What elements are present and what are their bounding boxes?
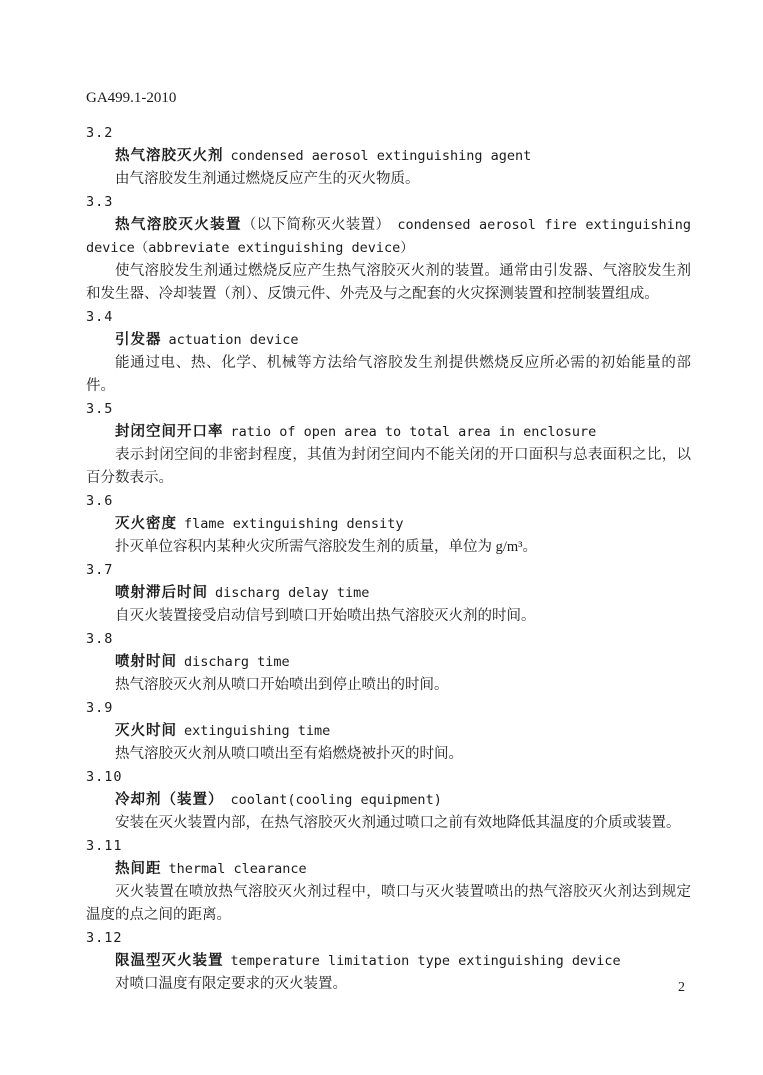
term-definition: 扑灭单位容积内某种火灾所需气溶胶发生剂的质量，单位为 g/m³。: [115, 539, 538, 555]
section-number: 3.5: [86, 401, 114, 417]
term-line: [86, 214, 691, 260]
term-english: actuation device: [168, 332, 299, 348]
section-number: 3.12: [86, 930, 123, 946]
term-english: ratio of open area to total area in enclosure: [230, 424, 597, 440]
page-number: 2: [678, 980, 685, 995]
term-section: [86, 559, 691, 628]
page-footer: [678, 980, 685, 996]
term-chinese: 引发器: [115, 332, 162, 348]
term-english: discharg time: [184, 654, 290, 670]
term-chinese: 灭火密度: [115, 516, 177, 532]
section-number: 3.10: [86, 769, 123, 785]
term-section: [86, 628, 691, 697]
term-definition: 灭火装置在喷放热气溶胶灭火剂过程中，喷口与灭火装置喷出的热气溶胶灭火剂达到规定温度的点之间的距离。: [86, 884, 691, 923]
section-number: 3.2: [86, 125, 114, 141]
term-definition: 表示封闭空间的非密封程度，其值为封闭空间内不能关闭的开口面积与总表面积之比，以百分数表示。: [86, 447, 691, 486]
document-code: GA499.1-2010: [86, 90, 177, 106]
term-chinese: 封闭空间开口率: [115, 424, 224, 440]
document-header: [86, 88, 691, 108]
term-line: [86, 720, 691, 743]
term-definition: 安装在灭火装置内部，在热气溶胶灭火剂通过喷口之前有效地降低其温度的介质或装置。: [115, 815, 681, 831]
section-number: 3.6: [86, 493, 114, 509]
term-section: [86, 122, 691, 191]
term-english: discharg delay time: [215, 585, 370, 601]
term-chinese: 灭火时间: [115, 723, 177, 739]
section-number: 3.9: [86, 700, 114, 716]
term-section: [86, 490, 691, 559]
term-chinese: 喷射滞后时间: [115, 585, 208, 601]
section-number: 3.3: [86, 194, 114, 210]
term-chinese: 热间距: [115, 861, 162, 877]
term-line: [86, 421, 691, 444]
term-english: condensed aerosol extinguishing agent: [230, 148, 532, 164]
term-line: [86, 513, 691, 536]
term-chinese: 冷却剂（装置）: [115, 792, 224, 808]
section-number: 3.4: [86, 309, 114, 325]
term-definition: 热气溶胶灭火剂从喷口开始喷出到停止喷出的时间。: [115, 677, 449, 693]
term-chinese: 喷射时间: [115, 654, 177, 670]
term-english: flame extinguishing density: [184, 516, 404, 532]
term-definition: 自灭火装置接受启动信号到喷口开始喷出热气溶胶灭火剂的时间。: [115, 608, 536, 624]
term-english: temperature limitation type extinguishing device: [230, 953, 621, 969]
term-english: coolant(cooling equipment): [230, 792, 442, 808]
term-english: thermal clearance: [168, 861, 307, 877]
term-section: [86, 306, 691, 398]
term-section: [86, 835, 691, 927]
term-chinese: 限温型灭火装置: [115, 953, 224, 969]
term-chinese: 热气溶胶灭火剂: [115, 148, 224, 164]
term-line: [86, 789, 691, 812]
term-definition: 由气溶胶发生剂通过燃烧反应产生的灭火物质。: [115, 171, 420, 187]
terms-list: [86, 122, 691, 996]
section-number: 3.11: [86, 838, 123, 854]
term-line: [86, 145, 691, 168]
section-number: 3.7: [86, 562, 114, 578]
term-section: [86, 398, 691, 490]
term-note: （以下简称灭火装置）: [241, 217, 391, 233]
term-section: [86, 766, 691, 835]
term-definition: 能通过电、热、化学、机械等方法给气溶胶发生剂提供燃烧反应所必需的初始能量的部件。: [86, 355, 691, 394]
term-line: [86, 651, 691, 674]
term-line: [86, 329, 691, 352]
term-english: condensed aerosol fire extinguishing device（abbreviate extinguishing device）: [86, 217, 692, 256]
term-line: [86, 858, 691, 881]
term-chinese: 热气溶胶灭火装置: [115, 217, 242, 233]
term-section: [86, 191, 691, 306]
term-line: [86, 950, 691, 973]
term-english: extinguishing time: [184, 723, 331, 739]
term-definition: 热气溶胶灭火剂从喷口喷出至有焰燃烧被扑灭的时间。: [115, 746, 463, 762]
term-line: [86, 582, 691, 605]
section-number: 3.8: [86, 631, 114, 647]
term-definition: 使气溶胶发生剂通过燃烧反应产生热气溶胶灭火剂的装置。通常由引发器、气溶胶发生剂和发生器、冷却装置（剂）、反馈元件、外壳及与之配套的火灾探测装置和控制装置组成。: [86, 263, 691, 302]
term-section: [86, 697, 691, 766]
term-definition: 对喷口温度有限定要求的灭火装置。: [115, 976, 347, 992]
term-section: [86, 927, 691, 996]
